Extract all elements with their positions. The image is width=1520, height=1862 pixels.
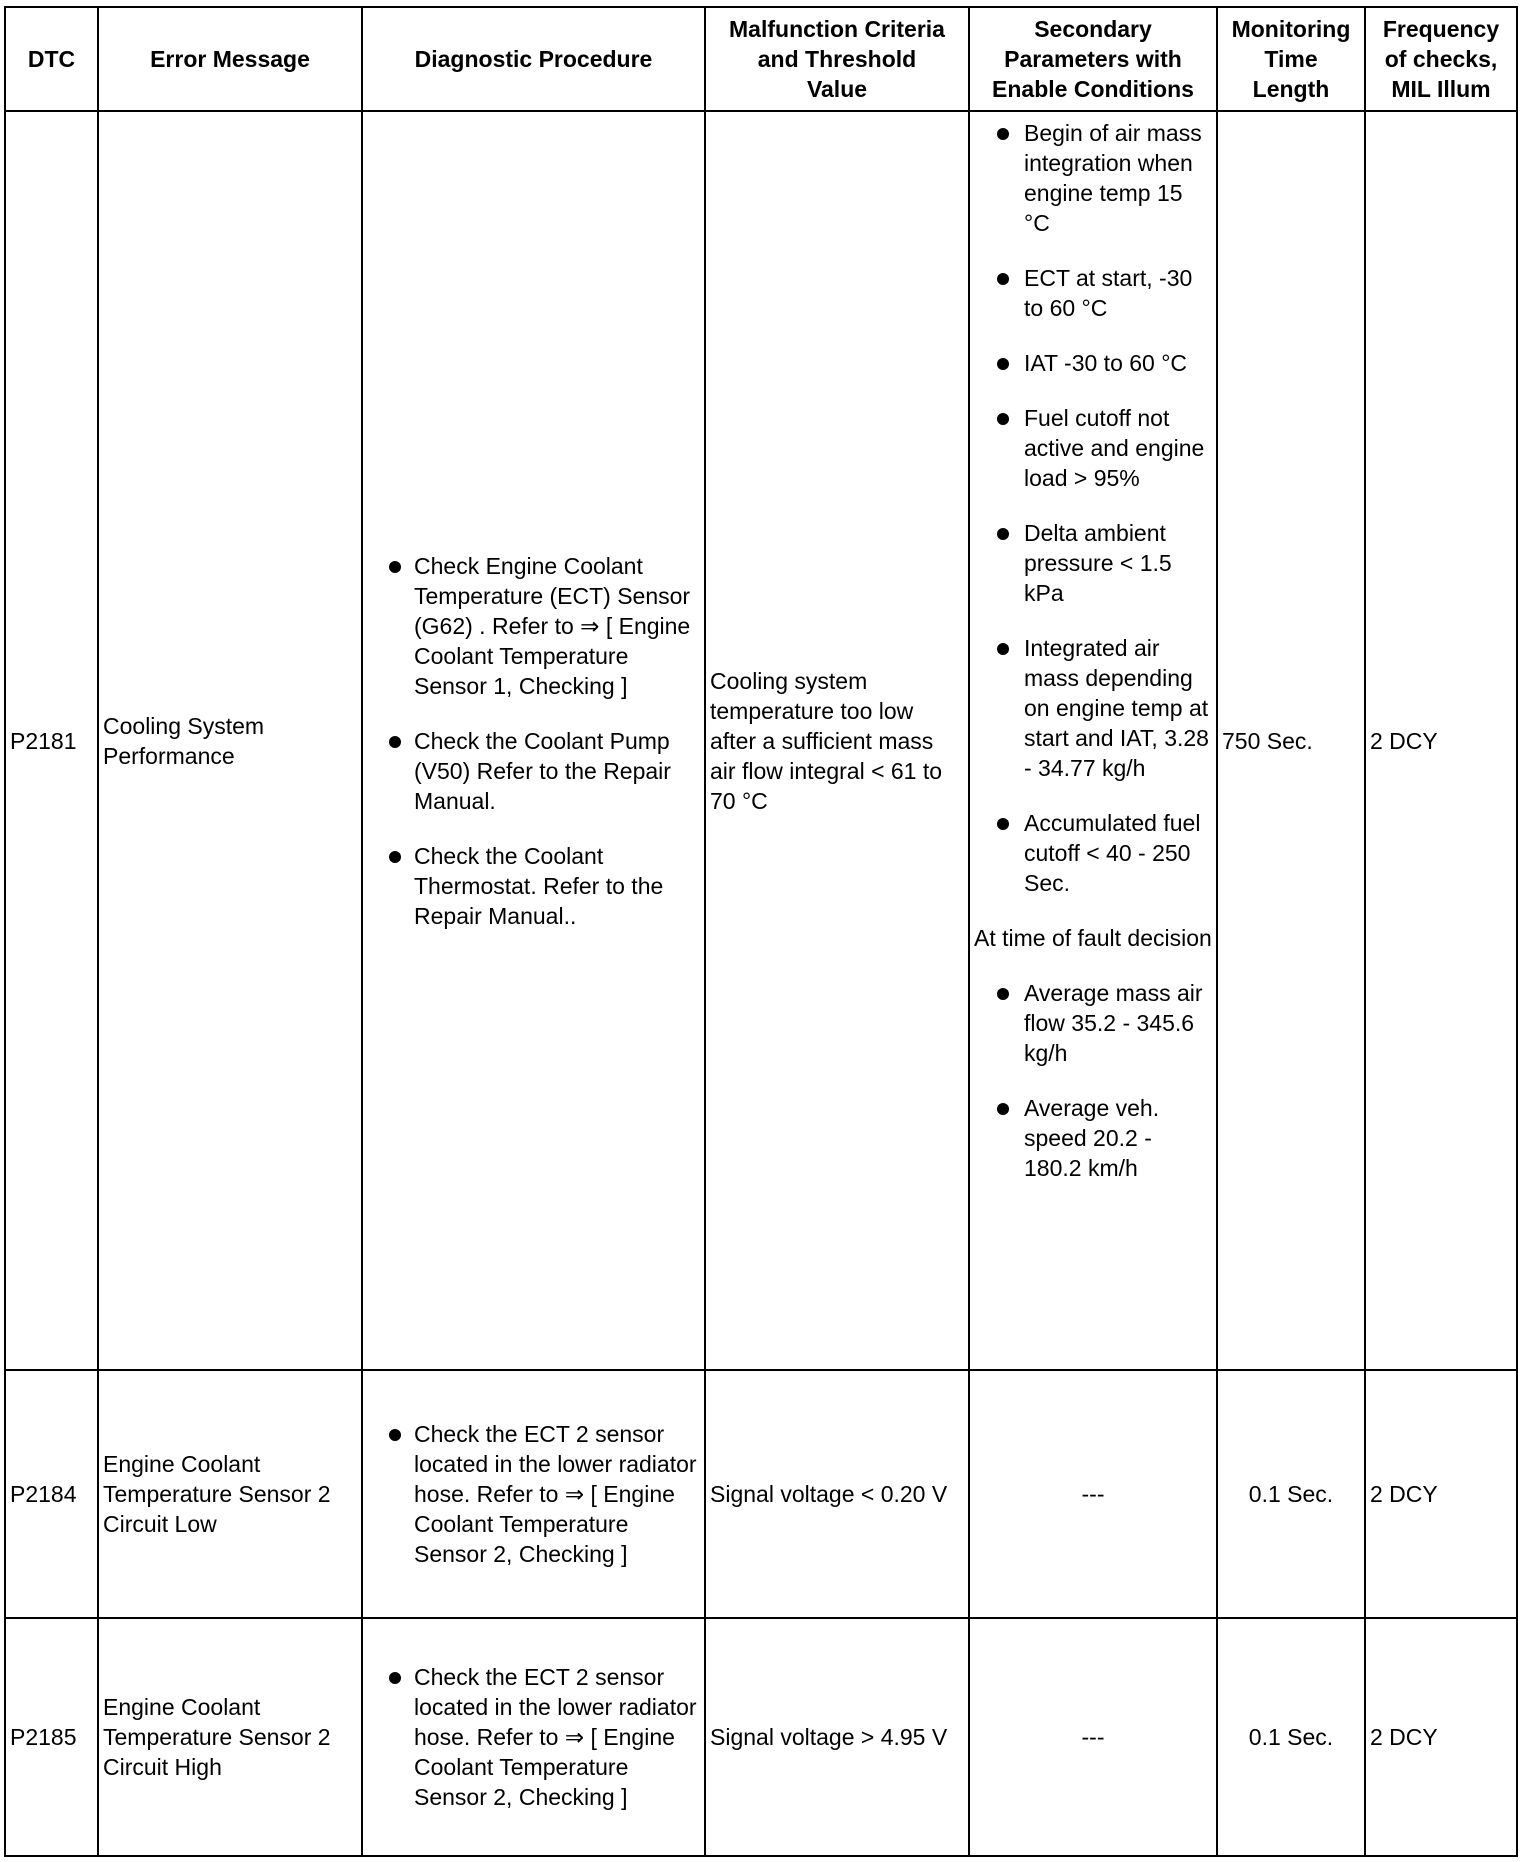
bullet-icon [389, 1672, 401, 1684]
fault-decision-note: At time of fault decision [974, 925, 1212, 951]
list-item: Average veh. speed 20.2 - 180.2 km/h [974, 1093, 1212, 1183]
bullet-icon [997, 413, 1009, 425]
bullet-icon [389, 736, 401, 748]
bullet-icon [997, 273, 1009, 285]
secondary-parameters: --- [969, 1370, 1217, 1618]
secondary-parameters: --- [969, 1618, 1217, 1856]
table-row [5, 1370, 1517, 1618]
header-frequency: Frequency of checks, MIL Illum [1365, 7, 1517, 111]
bullet-icon [389, 1429, 401, 1441]
header-row [5, 7, 1517, 111]
frequency: 2 DCY [1365, 1370, 1517, 1618]
bullet-icon [997, 358, 1009, 370]
header-malfunction-criteria: Malfunction Criteria and Threshold Value [705, 7, 969, 111]
malfunction-criteria: Cooling system temperature too low after a sufficient mass air flow integral < 61 to 70 °C [705, 111, 969, 1370]
dtc-code: P2185 [5, 1618, 98, 1856]
dtc-code: P2181 [5, 111, 98, 1370]
frequency: 2 DCY [1365, 111, 1517, 1370]
dtc-code: P2184 [5, 1370, 98, 1618]
secondary-parameters [969, 111, 1217, 1370]
header-error-message: Error Message [98, 7, 362, 111]
table-row [5, 1618, 1517, 1856]
header-dtc: DTC [5, 7, 98, 111]
list-item: Check the ECT 2 sensor located in the lower radiator hose. Refer to ⇒ [ Engine Coolant Temperature Sensor 2, Checking ] [367, 1662, 700, 1812]
list-item: Check the Coolant Pump (V50) Refer to the Repair Manual. [367, 726, 700, 816]
header-secondary-parameters: Secondary Parameters with Enable Conditions [969, 7, 1217, 111]
list-item: Begin of air mass integration when engine temp 15 °C [974, 118, 1212, 238]
frequency: 2 DCY [1365, 1618, 1517, 1856]
bullet-icon [997, 128, 1009, 140]
bullet-icon [997, 528, 1009, 540]
bullet-icon [389, 851, 401, 863]
bullet-icon [997, 988, 1009, 1000]
error-message: Engine Coolant Temperature Sensor 2 Circuit Low [98, 1370, 362, 1618]
monitoring-time: 0.1 Sec. [1217, 1618, 1365, 1856]
list-item: IAT -30 to 60 °C [974, 348, 1212, 378]
error-message: Cooling System Performance [98, 111, 362, 1370]
list-item: Average mass air flow 35.2 - 345.6 kg/h [974, 978, 1212, 1068]
table-row [5, 111, 1517, 1370]
header-monitoring-time: Monitoring Time Length [1217, 7, 1365, 111]
list-item: Check Engine Coolant Temperature (ECT) Sensor (G62) . Refer to ⇒ [ Engine Coolant Temperature Sensor 1, Checking ] [367, 551, 700, 701]
bullet-icon [997, 643, 1009, 655]
bullet-icon [389, 561, 401, 573]
diagnostic-procedure [362, 1370, 705, 1618]
list-item: Integrated air mass depending on engine temp at start and IAT, 3.28 - 34.77 kg/h [974, 633, 1212, 783]
malfunction-criteria: Signal voltage > 4.95 V [705, 1618, 969, 1856]
monitoring-time: 0.1 Sec. [1217, 1370, 1365, 1618]
list-item: Fuel cutoff not active and engine load > 95% [974, 403, 1212, 493]
diagnostic-procedure [362, 1618, 705, 1856]
dtc-table [4, 6, 1518, 1857]
malfunction-criteria: Signal voltage < 0.20 V [705, 1370, 969, 1618]
list-item: Delta ambient pressure < 1.5 kPa [974, 518, 1212, 608]
bullet-icon [997, 1103, 1009, 1115]
diagnostic-procedure [362, 111, 705, 1370]
bullet-icon [997, 818, 1009, 830]
list-item: Check the ECT 2 sensor located in the lower radiator hose. Refer to ⇒ [ Engine Coolant Temperature Sensor 2, Checking ] [367, 1419, 700, 1569]
list-item: ECT at start, -30 to 60 °C [974, 263, 1212, 323]
header-diagnostic-procedure: Diagnostic Procedure [362, 7, 705, 111]
error-message: Engine Coolant Temperature Sensor 2 Circuit High [98, 1618, 362, 1856]
monitoring-time: 750 Sec. [1217, 111, 1365, 1370]
list-item: Accumulated fuel cutoff < 40 - 250 Sec. [974, 808, 1212, 898]
list-item: Check the Coolant Thermostat. Refer to the Repair Manual.. [367, 841, 700, 931]
